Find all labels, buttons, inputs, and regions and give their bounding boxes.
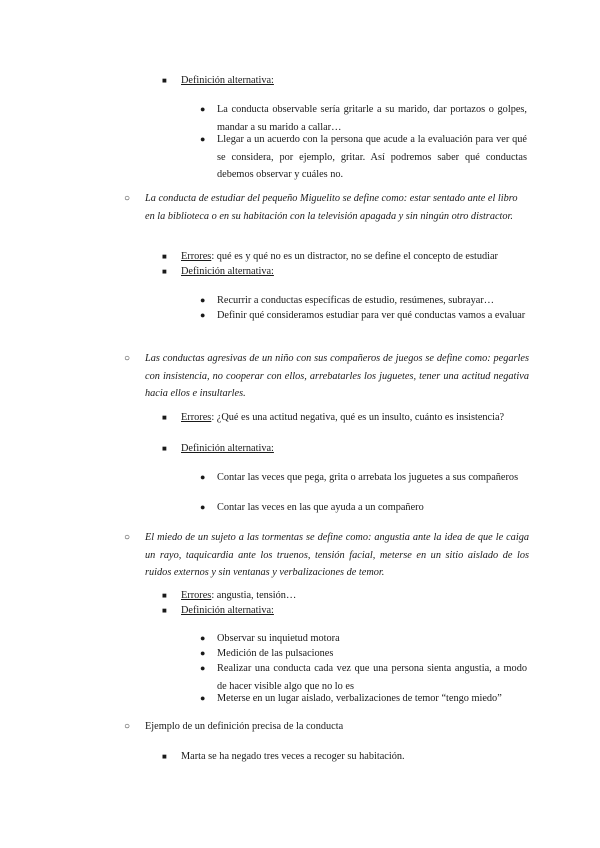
dot-bullet: ● <box>200 472 206 482</box>
square-bullet: ■ <box>162 413 167 422</box>
dot-bullet: ● <box>200 648 206 658</box>
list-item: Contar las veces que pega, grita o arrebata los juguetes a sus compañeros <box>217 472 519 483</box>
list-item: Medición de las pulsaciones <box>217 648 334 659</box>
square-bullet: ■ <box>162 752 167 761</box>
alt-definition-label: Definición alternativa: <box>181 605 274 616</box>
list-item: Observar su inquietud motora <box>217 633 340 644</box>
dot-bullet: ● <box>200 502 206 512</box>
dot-bullet: ● <box>200 663 206 673</box>
statement: Las conductas agresivas de un niño con sus compañeros de juegos se define como: pegarles con insistencia, no cooperar con ellos, arrebatarles los juguetes, tener una actitud negativa hacia ellos e insultarles. <box>145 353 529 399</box>
list-item: Definir qué consideramos estudiar para ver qué conductas vamos a evaluar <box>217 310 526 321</box>
statement: Ejemplo de un definición precisa de la conducta <box>145 721 344 732</box>
errors-line <box>181 409 527 427</box>
square-bullet: ■ <box>162 267 167 276</box>
dot-bullet: ● <box>200 134 206 144</box>
list-item: La conducta observable sería gritarle a su marido, dar portazos o golpes, mandar a su marido a callar… <box>217 104 527 133</box>
list-item: Meterse en un lugar aislado, verbalizaciones de temor “tengo miedo” <box>217 693 502 704</box>
errors-text: : qué es y qué no es un distractor, no se define el concepto de estudiar <box>211 251 498 262</box>
square-bullet: ■ <box>162 76 167 85</box>
errors-label: Errores <box>181 412 212 423</box>
circle-bullet: ○ <box>124 353 131 364</box>
list-item: Llegar a un acuerdo con la persona que acude a la evaluación para ver qué se considera, por ejemplo, gritar. Así podremos saber qué conductas debemos observar y cuáles no. <box>217 134 527 180</box>
list-item: Recurrir a conductas específicas de estudio, resúmenes, subrayar… <box>217 295 495 306</box>
list-item: Marta se ha negado tres veces a recoger su habitación. <box>181 751 405 762</box>
errors-text: : angustia, tensión… <box>211 590 297 601</box>
dot-bullet: ● <box>200 633 206 643</box>
errors-label: Errores <box>181 590 212 601</box>
circle-bullet: ○ <box>124 193 131 204</box>
dot-bullet: ● <box>200 104 206 114</box>
statement: El miedo de un sujeto a las tormentas se define como: angustia ante la idea de que le caiga un rayo, taquicardia ante los truenos, tensión facial, meterse en un sitio aislado de los ruidos externos y sin ventanas y verbalizaciones de temor. <box>145 532 529 578</box>
square-bullet: ■ <box>162 444 167 453</box>
square-bullet: ■ <box>162 252 167 261</box>
statement: La conducta de estudiar del pequeño Miguelito se define como: estar sentado ante el libro en la biblioteca o en su habitación con la televisión apagada y sin ningún otro distractor. <box>145 193 518 222</box>
alt-definition-label: Definición alternativa: <box>181 266 274 277</box>
square-bullet: ■ <box>162 606 167 615</box>
circle-bullet: ○ <box>124 721 131 732</box>
list-item: Contar las veces en las que ayuda a un compañero <box>217 502 424 513</box>
dot-bullet: ● <box>200 693 206 703</box>
square-bullet: ■ <box>162 591 167 600</box>
alt-definition-label: Definición alternativa: <box>181 75 274 86</box>
errors-text: : ¿Qué es una actitud negativa, qué es un insulto, cuánto es insistencia? <box>211 412 505 423</box>
circle-bullet: ○ <box>124 532 131 543</box>
errors-label: Errores <box>181 251 212 262</box>
list-item: Realizar una conducta cada vez que una persona sienta angustia, a modo de hacer visible algo que no lo es <box>217 663 527 692</box>
alt-definition-label: Definición alternativa: <box>181 443 274 454</box>
dot-bullet: ● <box>200 310 206 320</box>
dot-bullet: ● <box>200 295 206 305</box>
